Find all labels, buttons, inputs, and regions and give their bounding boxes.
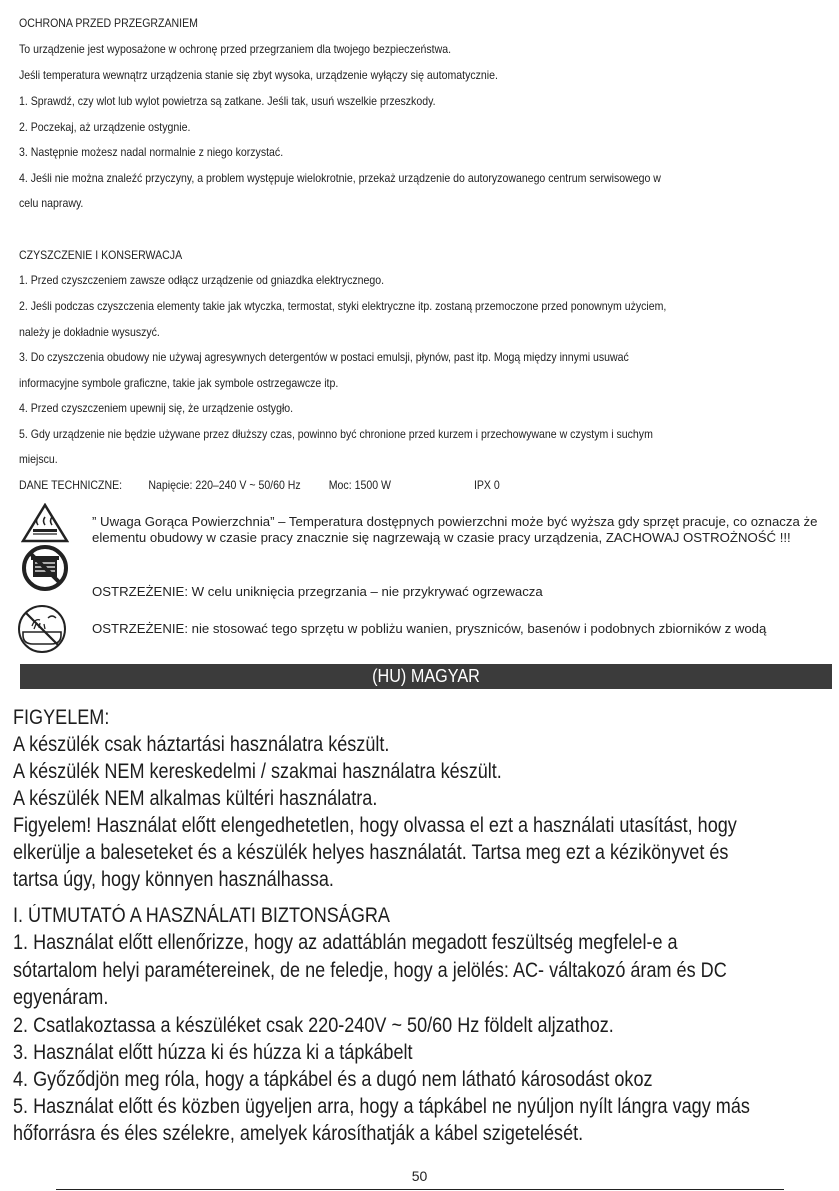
hu-safety-line: 3. Használat előtt húzza ki és húzza ki a tápkábelt — [13, 1041, 413, 1064]
overheat-line: To urządzenie jest wyposażone w ochronę przed przegrzaniem dla twojego bezpieczeństwa. — [19, 42, 452, 56]
hu-line: elkerülje a baleseteket és a készülék helyes használatát. Tartsa meg ezt a kézikönyvet és — [13, 841, 729, 864]
tech-ipx: IPX 0 — [473, 478, 500, 492]
tech-voltage: Napięcie: 220–240 V ~ 50/60 Hz — [148, 478, 301, 492]
overheat-line: Jeśli temperatura wewnątrz urządzenia stanie się zbyt wysoka, urządzenie wyłączy się automatycznie. — [19, 68, 498, 82]
hu-safety-line: 1. Használat előtt ellenőrizze, hogy az adattáblán megadott feszültség megfelel-e a — [13, 931, 678, 954]
hu-safety-line: hőforrásra és éles szélekre, amelyek károsíthatják a kábel szigetelését. — [13, 1122, 584, 1145]
hu-safety-line: 2. Csatlakoztassa a készüléket csak 220-240V ~ 50/60 Hz földelt aljzathoz. — [13, 1014, 614, 1037]
overheat-title: OCHRONA PRZED PRZEGRZANIEM — [19, 16, 198, 30]
cleaning-line: 4. Przed czyszczeniem upewnij się, że urządzenie ostygło. — [19, 401, 294, 415]
cleaning-line: 3. Do czyszczenia obudowy nie używaj agresywnych detergentów w postaci emulsji, płynów, past itp. Mogą między innymi usuwać — [19, 350, 629, 364]
overheat-line: 1. Sprawdź, czy wlot lub wylot powietrza są zatkane. Jeśli tak, usuń wszelkie przeszkody. — [19, 94, 436, 108]
cleaning-line: miejscu. — [19, 452, 58, 466]
cleaning-line: 1. Przed czyszczeniem zawsze odłącz urządzenie od gniazdka elektrycznego. — [19, 273, 385, 287]
hot-surface-warning-text: ” Uwaga Gorąca Powierzchnia” – Temperatura dostępnych powierzchni może być wyższa gdy sprzęt pracuje, co oznacza że elementu obudowy w czasie pracy znacznie się nagrzewają w czasie pracy urządzenia, ZACHOWAJ OSTROŻNOŚĆ !!! — [92, 514, 818, 545]
tech-data-row — [19, 478, 500, 492]
hu-safety-title: I. ÚTMUTATÓ A HASZNÁLATI BIZTONSÁGRA — [13, 904, 390, 927]
do-not-cover-icon — [21, 544, 69, 592]
overheat-line: 2. Poczekaj, aż urządzenie ostygnie. — [19, 120, 191, 134]
no-cover-warning-text: OSTRZEŻENIE: W celu uniknięcia przegrzania – nie przykrywać ogrzewacza — [92, 584, 543, 599]
hu-line: A készülék NEM kereskedelmi / szakmai használatra készült. — [13, 760, 502, 783]
hu-line: FIGYELEM: — [13, 706, 110, 729]
hu-safety-line: 4. Győződjön meg róla, hogy a tápkábel és a dugó nem látható károsodást okoz — [13, 1068, 653, 1091]
tech-power: Moc: 1500 W — [328, 478, 391, 492]
overheat-line: 3. Następnie możesz nadal normalnie z niego korzystać. — [19, 145, 284, 159]
cleaning-line: informacyjne symbole graficzne, takie jak symbole ostrzegawcze itp. — [19, 376, 339, 390]
hu-safety-line: egyenáram. — [13, 986, 109, 1009]
overheat-line: 4. Jeśli nie można znaleźć przyczyny, a problem występuje wielokrotnie, przekaż urządzenie do autoryzowanego centrum serwisowego w — [19, 171, 661, 185]
cleaning-line: należy je dokładnie wysuszyć. — [19, 325, 160, 339]
hu-line: A készülék csak háztartási használatra készült. — [13, 733, 390, 756]
hu-line: Figyelem! Használat előtt elengedhetetlen, hogy olvassa el ezt a használati utasítást, hogy — [13, 814, 737, 837]
cleaning-line: 2. Jeśli podczas czyszczenia elementy takie jak wtyczka, termostat, styki elektryczne itp. zostaną przemoczone przed ponownym użyciem, — [19, 299, 667, 313]
hu-safety-line: sótartalom helyi paramétereinek, de ne feledje, hogy a jelölés: AC- váltakozó áram és DC — [13, 959, 727, 982]
hu-line: tartsa úgy, hogy könnyen használhassa. — [13, 868, 334, 891]
page-number: 50 — [411, 1168, 428, 1184]
footer-divider — [56, 1189, 784, 1190]
hot-surface-warning-icon — [21, 503, 69, 543]
tech-label: DANE TECHNICZNE: — [19, 478, 123, 492]
cleaning-title: CZYSZCZENIE I KONSERWACJA — [19, 248, 183, 262]
overheat-line: celu naprawy. — [19, 196, 84, 210]
section-header-title: (HU) MAGYAR — [372, 666, 480, 686]
section-header-bar — [20, 664, 832, 689]
hu-safety-line: 5. Használat előtt és közben ügyeljen arra, hogy a tápkábel ne nyúljon nyílt lángra vagy más — [13, 1095, 750, 1118]
no-water-nearby-icon — [14, 604, 70, 654]
hu-line: A készülék NEM alkalmas kültéri használatra. — [13, 787, 378, 810]
cleaning-line: 5. Gdy urządzenie nie będzie używane przez dłuższy czas, powinno być chronione przed kurzem i przechowywane w czystym i suchym — [19, 427, 653, 441]
no-water-warning-text: OSTRZEŻENIE: nie stosować tego sprzętu w pobliżu wanien, pryszniców, basenów i podobnych zbiorników z wodą — [92, 621, 767, 636]
